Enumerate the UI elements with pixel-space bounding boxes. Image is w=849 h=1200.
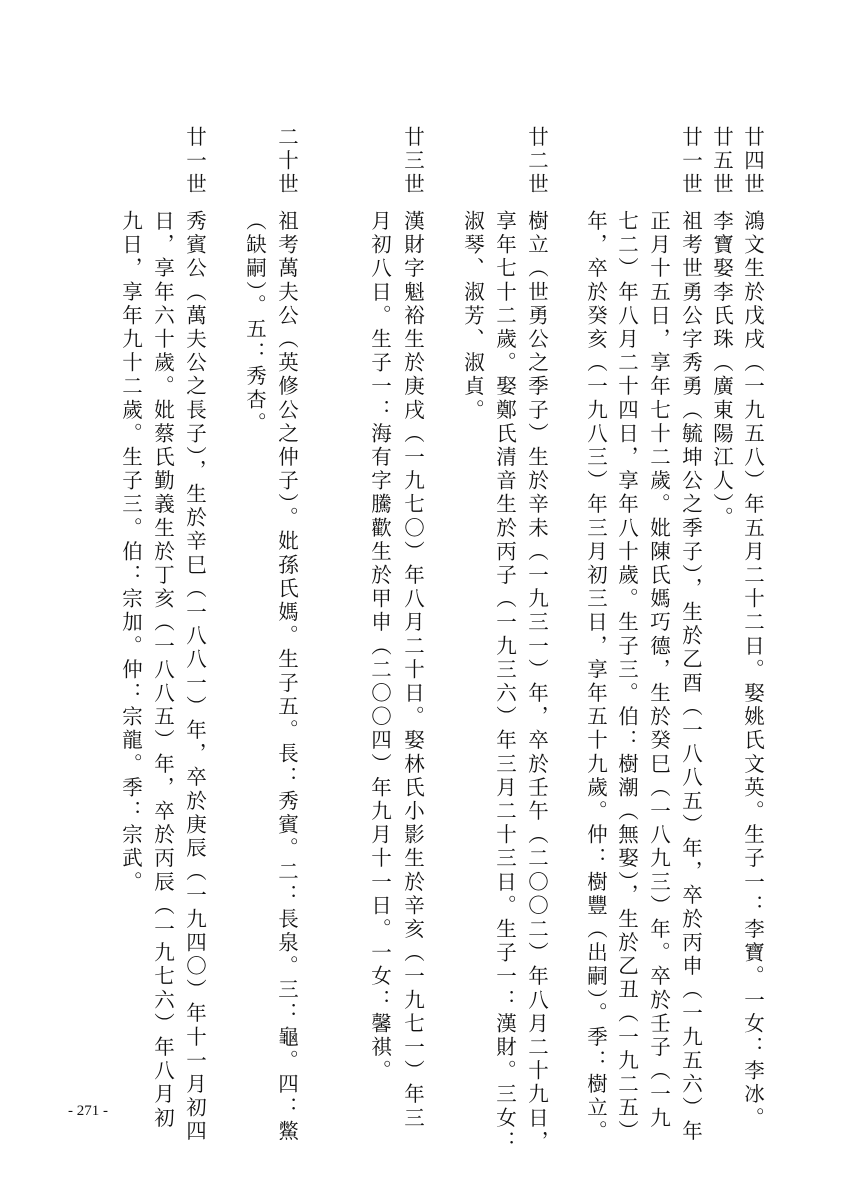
generation-label: 廿二世 <box>524 126 549 197</box>
text-column: 月初八日。生子一：海有字騰歡生於甲申（二〇〇四）年九月十一日。一女：馨祺。 <box>367 210 392 1084</box>
generation-label: 廿三世 <box>400 126 425 197</box>
text-column: 李寶娶李氏珠（廣東陽江人）。 <box>709 210 734 531</box>
generation-label: 廿一世 <box>182 126 207 197</box>
page-number: - 271 - <box>68 1103 108 1119</box>
text-column: 淑琴、淑芳、淑貞。 <box>460 210 485 423</box>
text-column: 九日，享年九十二歲。生子三。伯：宗加。仲：宗龍。季：宗武。 <box>118 210 143 895</box>
text-column: 樹立（世勇公之季子）生於辛未（一九三一）年，卒於壬午（二〇〇二）年八月二十九日， <box>524 210 549 1154</box>
text-column: 年，卒於癸亥（一九八三）年三月初三日，享年五十九歲。仲：樹豐（出嗣）。季：樹立。 <box>583 210 608 1144</box>
text-column: 日，享年六十歲。妣蔡氏勤義生於丁亥（一八八五）年，卒於丙辰（一九七六）年八月初 <box>150 210 175 1131</box>
generation-label: 廿一世 <box>678 126 703 197</box>
text-column: 祖考世勇公字秀勇（毓坤公之季子），生於乙酉（一八八五）年，卒於丙申（一九五六）年 <box>678 210 703 1144</box>
generation-label: 廿五世 <box>709 126 734 197</box>
text-column: 正月十五日，享年七十二歲。妣陳氏媽巧德，生於癸巳（一八九三）年。卒於壬子（一九 <box>646 210 671 1131</box>
generation-label: 二十世 <box>274 126 299 197</box>
text-column: 秀賓公（萬夫公之長子），生於辛巳（一八八一）年，卒於庚辰（一九四〇）年十一月初四 <box>182 210 207 1144</box>
generation-label: 廿四世 <box>740 126 765 197</box>
text-column: 祖考萬夫公（英修公之仲子）。妣孫氏媽。生子五。長：秀賓。二：長泉。三：龜。四：鱉 <box>274 210 299 1144</box>
text-column: 鴻文生於戊戌（一九五八）年五月二十二日。娶姚氏文英。生子一：李寶。一女：李冰。 <box>740 210 765 1131</box>
text-column: 享年七十二歲。娶鄭氏清音生於丙子（一九三六）年三月二十三日。生子一：漢財。三女： <box>492 210 517 1154</box>
text-column: 漢財字魁裕生於庚戌（一九七〇）年八月二十日。娶林氏小影生於辛亥（一九七一）年三 <box>400 210 425 1131</box>
text-column: （缺嗣）。五：秀杏。 <box>242 210 267 436</box>
text-column: 七二）年八月二十四日，享年八十歲。生子三。伯：樹潮（無娶），生於乙丑（一九二五） <box>614 210 639 1144</box>
